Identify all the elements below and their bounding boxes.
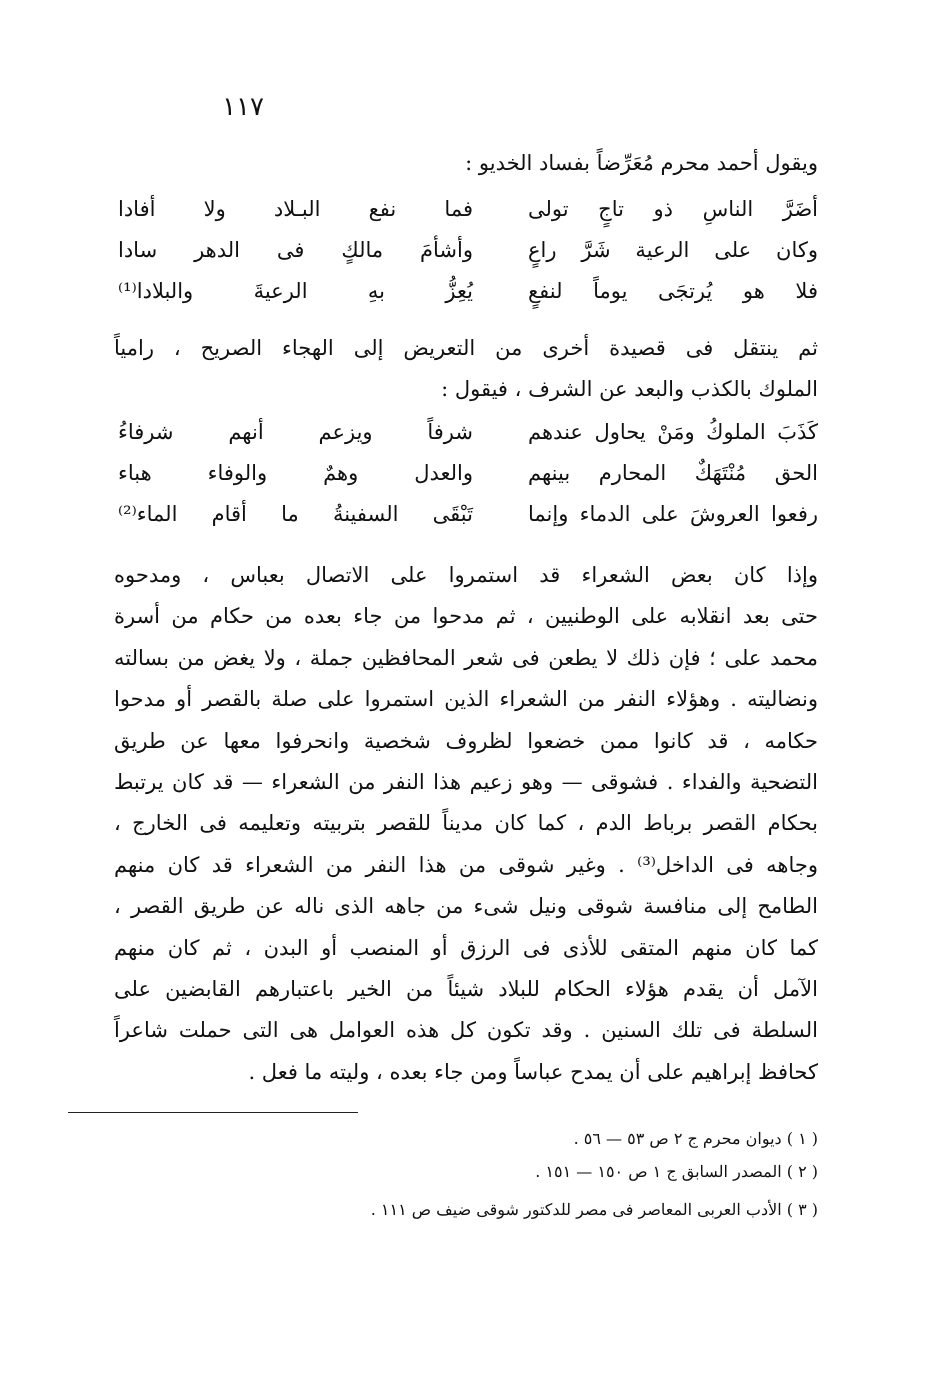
- paragraph-line: ونضاليته . وهؤلاء النفر من الشعراء الذين استمروا على صلة بالقصر أو مدحوا: [114, 687, 818, 712]
- poem1-verse-1-second-hemistich: فما نفع البـلاد ولا أفادا: [118, 197, 473, 221]
- poem2-verse-3-first-hemistich: رفعوا العروشَ على الدماء وإنما: [528, 502, 818, 526]
- footnote-divider: [68, 1112, 358, 1113]
- intro-line: ويقول أحمد محرم مُعَرِّضاً بفساد الخديو :: [465, 151, 818, 175]
- paragraph-line: كما كان منهم المتقى للأذى فى الرزق أو المنصب أو البدن ، ثم كان منهم: [114, 935, 818, 960]
- paragraph-line: وإذا كان بعض الشعراء قد استمروا على الاتصال بعباس ، ومدحوه: [114, 563, 818, 587]
- main-paragraph: [114, 555, 818, 1093]
- paragraph-line: الآمل أن يقدم هؤلاء الحكام للبلاد شيئاً من الخير باعتبارهم القابضين على: [114, 977, 818, 1002]
- poem2-verse-1: [118, 411, 818, 453]
- paragraph-line: التضحية والفداء . فشوقى — وهو زعيم هذا النفر من الشعراء — قد كان يرتبط: [114, 770, 818, 795]
- poem1-verse-3: [118, 270, 818, 312]
- poem1-verse-2-second-hemistich: وأشأمَ مالكٍ فى الدهر سادا: [118, 238, 473, 262]
- poem2-verse-2-first-hemistich: الحق مُنْتَهَكٌ المحارم بينهم: [528, 461, 818, 485]
- paragraph-line: كحافظ إبراهيم على أن يمدح عباساً ومن جاء بعده ، وليته ما فعل .: [248, 1059, 818, 1084]
- paragraph-line: الطامح إلى منافسة شوقى ونيل شىء من جاهه الذى ناله عن طريق القصر ،: [114, 894, 818, 919]
- paragraph-transition: [114, 328, 818, 411]
- poem1-verse-3-second-hemistich: يُعِزُّ بهِ الرعيةَ والبلادا⁽¹⁾: [118, 279, 473, 303]
- paragraph-line: الملوك بالكذب والبعد عن الشرف ، فيقول :: [441, 377, 818, 402]
- poem2-verse-1-second-hemistich: شرفاً ويزعم أنهم شرفاءُ: [118, 420, 473, 444]
- page-number: ١١٧: [222, 92, 264, 122]
- footnote-3: ( ٣ ) الأدب العربى المعاصر فى مصر للدكتور شوقى ضيف ص ١١١ .: [370, 1200, 818, 1219]
- poem1-verse-2-first-hemistich: وكان على الرعية شَرَّ راعٍ: [528, 238, 818, 262]
- paragraph-line: بحكام القصر برباط الدم ، كما كان مديناً للقصر بتربيته وتعليمه فى الخارج ،: [114, 811, 818, 836]
- poem2-verse-1-first-hemistich: كَذَبَ الملوكُ ومَنْ يحاول عندهم: [528, 420, 818, 444]
- paragraph-line: وجاهه فى الداخل⁽³⁾ . وغير شوقى من هذا النفر من الشعراء قد كان منهم: [114, 852, 818, 877]
- paragraph-line: محمد على ؛ فإن ذلك لا يطعن فى شعر المحافظين جملة ، ولا يغض من بسالته: [114, 645, 818, 670]
- poem1-verse-1-first-hemistich: أضَرَّ الناسِ ذو تاجٍ تولى: [528, 197, 818, 221]
- poem2-verse-3: [118, 493, 818, 535]
- paragraph-line: حتى بعد انقلابه على الوطنيين ، ثم مدحوا من جاء بعده من حكام من أسرة: [114, 604, 818, 629]
- footnote-2: ( ٢ ) المصدر السابق ج ١ ص ١٥٠ — ١٥١ .: [535, 1162, 818, 1181]
- paragraph-line: حكامه ، قد كانوا ممن خضعوا لظروف شخصية وانحرفوا معها عن طريق: [114, 728, 818, 753]
- poem1-verse-1: [118, 188, 818, 230]
- paragraph-line: ثم ينتقل فى قصيدة أخرى من التعريض إلى الهجاء الصريح ، رامياً: [114, 336, 818, 360]
- poem2-verse-2-second-hemistich: والعدل وهمٌ والوفاء هباء: [118, 461, 473, 485]
- poem2-verse-3-second-hemistich: تَبْقَى السفينةُ ما أقام الماء⁽²⁾: [118, 502, 473, 526]
- poem1-verse-3-first-hemistich: فلا هو يُرتجَى يوماً لنفعٍ: [528, 279, 818, 303]
- poem2-verse-2: [118, 452, 818, 494]
- poem1-verse-2: [118, 229, 818, 271]
- footnote-1: ( ١ ) ديوان محرم ج ٢ ص ٥٣ — ٥٦ .: [573, 1129, 818, 1148]
- paragraph-line: السلطة فى تلك السنين . وقد تكون كل هذه العوامل هى التى حملت شاعراً: [114, 1018, 818, 1043]
